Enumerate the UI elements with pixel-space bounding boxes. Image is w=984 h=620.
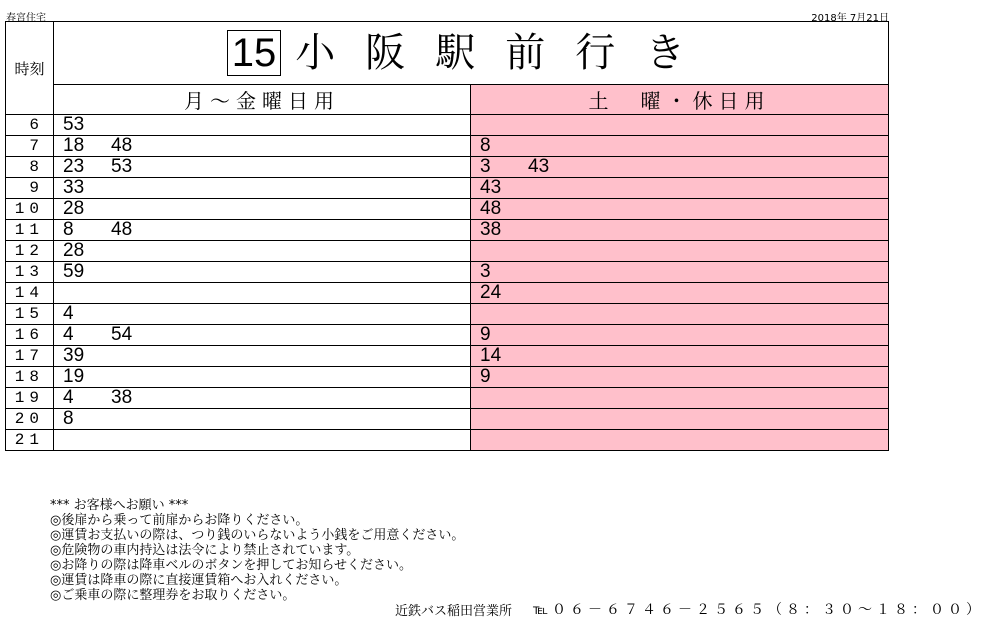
departure-minute: 33 (63, 177, 85, 198)
weekend-minutes-cell (471, 430, 889, 451)
hour-cell: 19 (6, 388, 54, 409)
weekend-minutes-cell (471, 283, 889, 304)
hour-cell: 10 (6, 199, 54, 220)
weekend-minutes-cell (471, 409, 889, 430)
departure-minute: 9 (480, 324, 491, 345)
weekday-minutes-cell (54, 346, 471, 367)
departure-minute: 3 (480, 156, 491, 177)
weekday-minutes-cell (54, 409, 471, 430)
weekday-minutes-cell (54, 325, 471, 346)
departure-minute: 8 (480, 135, 491, 156)
departure-minute: 8 (63, 219, 74, 240)
weekend-minutes-cell (471, 220, 889, 241)
route-title (54, 22, 889, 85)
schedule-row (6, 262, 889, 283)
weekend-minutes-cell (471, 304, 889, 325)
weekday-minutes-cell (54, 199, 471, 220)
schedule-row (6, 409, 889, 430)
weekday-minutes-cell (54, 388, 471, 409)
departure-minute: 39 (63, 345, 85, 366)
notes-line: ◎ご乗車の際に整理券をお取りください。 (50, 588, 296, 603)
weekday-minutes-cell (54, 136, 471, 157)
hour-column-header: 時刻 (6, 22, 54, 115)
schedule-row (6, 388, 889, 409)
departure-minute: 53 (111, 156, 133, 177)
hour-cell: 9 (6, 178, 54, 199)
schedule-row (6, 157, 889, 178)
weekday-minutes-cell (54, 157, 471, 178)
weekend-minutes-cell (471, 199, 889, 220)
departure-minute: 4 (63, 387, 74, 408)
departure-minute: 9 (480, 366, 491, 387)
weekend-minutes-cell (471, 262, 889, 283)
departure-minute: 3 (480, 261, 491, 282)
weekday-minutes-cell (54, 367, 471, 388)
departure-minute: 38 (480, 219, 502, 240)
hour-cell: 12 (6, 241, 54, 262)
departure-minute: 14 (480, 345, 502, 366)
schedule-row (6, 325, 889, 346)
operator-name: 近鉄バス稲田営業所 (395, 604, 513, 619)
timetable-date: 2018年 7月21日 (811, 13, 889, 24)
weekend-minutes-cell (471, 157, 889, 178)
weekday-minutes-cell (54, 283, 471, 304)
hour-cell: 18 (6, 367, 54, 388)
departure-minute: 48 (111, 135, 133, 156)
hour-cell: 14 (6, 283, 54, 304)
departure-minute: 4 (63, 303, 74, 324)
hour-cell: 17 (6, 346, 54, 367)
schedule-row (6, 346, 889, 367)
schedule-row (6, 136, 889, 157)
notes-line: ◎運賃は降車の際に直接運賃箱へお入れください。 (50, 573, 348, 588)
departure-minute: 48 (480, 198, 502, 219)
departure-minute: 48 (111, 219, 133, 240)
weekday-minutes-cell (54, 115, 471, 136)
departure-minute: 18 (63, 135, 85, 156)
weekday-minutes-cell (54, 430, 471, 451)
weekday-minutes-cell (54, 220, 471, 241)
hour-cell: 13 (6, 262, 54, 283)
departure-minute: 43 (480, 177, 502, 198)
departure-minute: 23 (63, 156, 85, 177)
operator-phone: ℡０６－６７４６－２５６５（８：３０～１８：００） (533, 602, 984, 618)
departure-minute: 19 (63, 366, 85, 387)
hour-cell: 6 (6, 115, 54, 136)
stop-name: 春宮住宅 (6, 13, 46, 24)
timetable (5, 21, 889, 451)
passenger-notes (50, 498, 464, 603)
notes-line: ◎お降りの際は降車ベルのボタンを押してお知らせください。 (50, 558, 412, 573)
departure-minute: 28 (63, 240, 85, 261)
weekend-minutes-cell (471, 115, 889, 136)
weekend-minutes-cell (471, 388, 889, 409)
departure-minute: 59 (63, 261, 85, 282)
weekend-minutes-cell (471, 325, 889, 346)
notes-heading: *** お客様へお願い *** (50, 498, 189, 513)
schedule-row (6, 115, 889, 136)
departure-minute: 54 (111, 324, 133, 345)
hour-cell: 15 (6, 304, 54, 325)
schedule-row (6, 199, 889, 220)
hour-cell: 20 (6, 409, 54, 430)
schedule-row (6, 283, 889, 304)
schedule-row (6, 220, 889, 241)
notes-line: ◎後扉から乗って前扉からお降りください。 (50, 513, 309, 528)
hour-cell: 7 (6, 136, 54, 157)
route-number: 15 (227, 30, 282, 76)
weekday-minutes-cell (54, 178, 471, 199)
schedule-row (6, 430, 889, 451)
weekday-header: 月～金曜日用 (54, 85, 471, 115)
departure-minute: 28 (63, 198, 85, 219)
weekend-minutes-cell (471, 241, 889, 262)
departure-minute: 43 (528, 156, 550, 177)
hour-cell: 21 (6, 430, 54, 451)
departure-minute: 53 (63, 114, 85, 135)
destination: 小阪駅前行き (295, 30, 716, 76)
weekday-minutes-cell (54, 304, 471, 325)
weekend-minutes-cell (471, 367, 889, 388)
weekend-header: 土 曜・休日用 (471, 85, 889, 115)
weekend-minutes-cell (471, 346, 889, 367)
departure-minute: 8 (63, 408, 74, 429)
weekend-minutes-cell (471, 136, 889, 157)
departure-minute: 4 (63, 324, 74, 345)
hour-cell: 16 (6, 325, 54, 346)
schedule-row (6, 304, 889, 325)
schedule-row (6, 241, 889, 262)
notes-line: ◎危険物の車内持込は法令により禁止されています。 (50, 543, 360, 558)
weekday-minutes-cell (54, 262, 471, 283)
hour-cell: 8 (6, 157, 54, 178)
hour-cell: 11 (6, 220, 54, 241)
departure-minute: 24 (480, 282, 502, 303)
schedule-row (6, 178, 889, 199)
notes-line: ◎運賃お支払いの際は、つり銭のいらないよう小銭をご用意ください。 (50, 528, 465, 543)
schedule-row (6, 367, 889, 388)
weekend-minutes-cell (471, 178, 889, 199)
departure-minute: 38 (111, 387, 133, 408)
weekday-minutes-cell (54, 241, 471, 262)
